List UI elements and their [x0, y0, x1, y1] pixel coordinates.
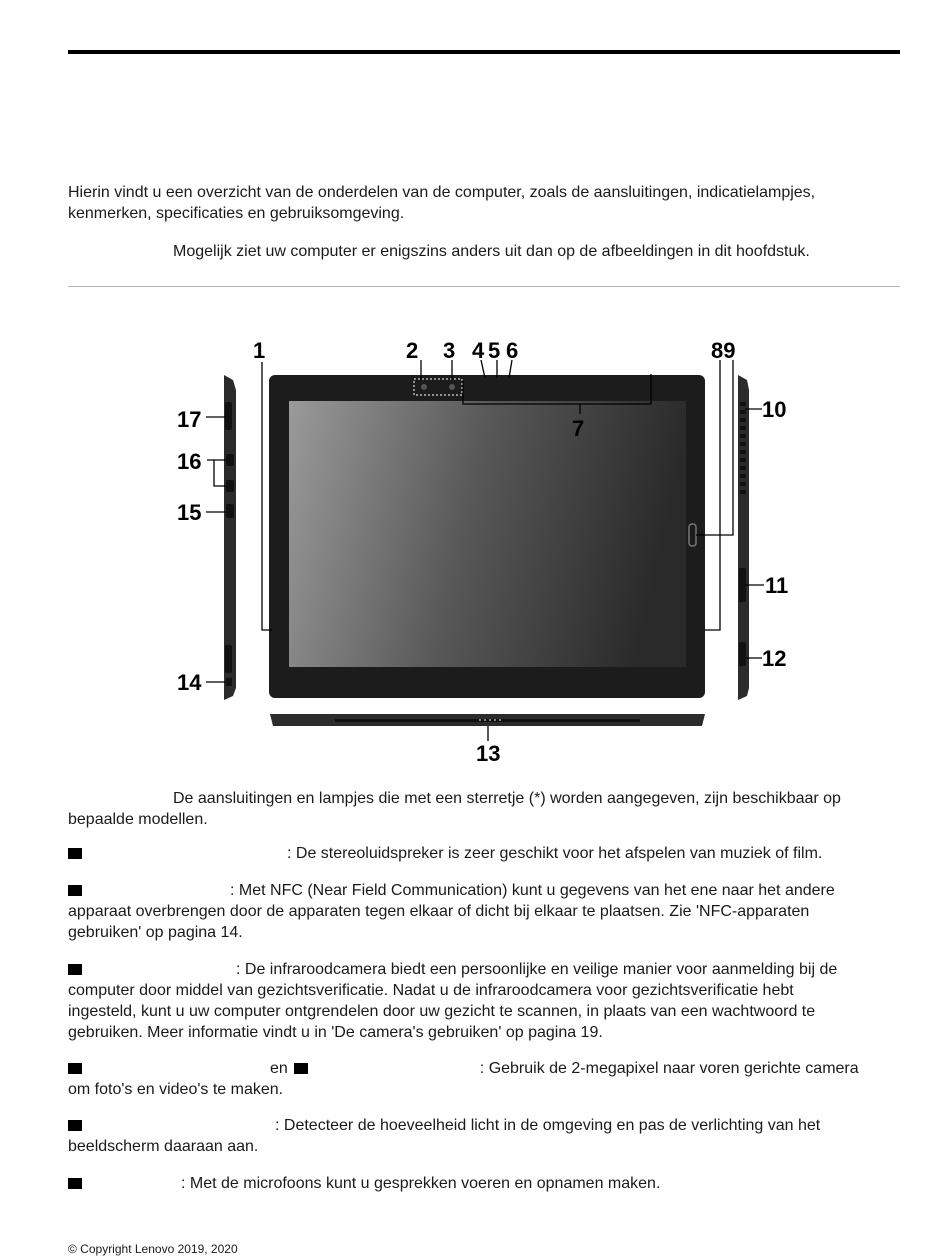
top-rule: [68, 50, 900, 54]
bullet-square-icon: [68, 848, 82, 859]
intro-paragraph: [68, 182, 908, 224]
callout-13: 13: [476, 741, 501, 766]
callout-10: 10: [762, 397, 787, 422]
callout-3: 3: [443, 338, 456, 363]
item-text: : De infraroodcamera biedt een persoonlijke en veilige manier voor aanmelding bij de: [236, 961, 838, 978]
bullet-square-icon: [68, 1178, 82, 1189]
item-front-camera: [68, 1058, 908, 1100]
bullet-square-icon: [68, 964, 82, 975]
security-slot: [226, 678, 232, 686]
usb-c-connector-2: [226, 480, 234, 492]
item-microphones: [68, 1173, 908, 1194]
item-text: apparaat overbrengen door de apparaten tegen elkaar of dicht bij elkaar te plaatsen. Zie 'NFC-apparaten: [68, 903, 810, 920]
callout-16: 16: [177, 449, 202, 474]
item-infrared-camera: [68, 959, 908, 1043]
item-speaker: [68, 843, 908, 864]
availability-note-line: De aansluitingen en lampjes die met een sterretje (*) worden aangegeven, zijn beschikbaar op: [173, 790, 841, 807]
callout-11: 11: [765, 573, 789, 598]
item-light-sensor: [68, 1115, 908, 1157]
intro-line: kenmerken, specificaties en gebruiksomgeving.: [68, 205, 405, 222]
callout-14: 14: [177, 670, 202, 695]
item-text: gebruiken. Meer informatie vindt u in 'De camera's gebruiken' op pagina 19.: [68, 1024, 603, 1041]
item-text: ingesteld, kunt u uw computer ontgrendelen door uw gezicht te scannen, in plaats van een wachtwoord te: [68, 1003, 816, 1020]
item-conjunction: en: [270, 1060, 288, 1077]
item-text: gebruiken' op pagina 14.: [68, 924, 243, 941]
note-text: Mogelijk ziet uw computer er enigszins anders uit dan op de afbeeldingen in dit hoofdstuk.: [173, 243, 810, 260]
volume-rocker: [739, 568, 746, 602]
item-text: computer door middel van gezichtsverificatie. Nadat u de infraroodcamera voor gezichtsverificatie hebt: [68, 982, 794, 999]
bullet-square-icon: [68, 1120, 82, 1131]
item-text: : Met NFC (Near Field Communication) kunt u gegevens van het ene naar het andere: [230, 882, 835, 899]
item-text: : De stereoluidspreker is zeer geschikt voor het afspelen van muziek of film.: [287, 845, 823, 862]
availability-note-line: bepaalde modellen.: [68, 811, 208, 828]
callout-5: 5: [488, 338, 501, 363]
bullet-square-icon: [68, 885, 82, 896]
bullet-square-icon: [294, 1063, 308, 1074]
item-nfc: [68, 880, 908, 943]
screen: [289, 401, 686, 667]
left-side-view: [224, 375, 236, 700]
volume-button: [225, 402, 232, 430]
item-text: : Gebruik de 2-megapixel naar voren gerichte camera: [479, 1060, 859, 1077]
tablet-front: [269, 375, 705, 698]
callout-7: 7: [572, 416, 585, 441]
nano-sim-tray: [225, 645, 232, 673]
camera-icon: [421, 384, 427, 390]
audio-connector: [226, 504, 234, 518]
callout-8-9: 89: [711, 338, 736, 363]
bottom-view: [270, 714, 705, 726]
callout-1: 1: [253, 338, 266, 363]
item-text: : Met de microfoons kunt u gesprekken voeren en opnamen maken.: [181, 1175, 661, 1192]
bullet-square-icon: [68, 1063, 82, 1074]
callout-15: 15: [177, 500, 202, 525]
ir-camera-icon: [449, 384, 455, 390]
section-divider: [68, 286, 900, 287]
item-text: om foto's en video's te maken.: [68, 1081, 284, 1098]
copyright-footer: © Copyright Lenovo 2019, 2020: [68, 1242, 238, 1256]
callout-6: 6: [506, 338, 519, 363]
callout-2: 2: [406, 338, 419, 363]
intro-line: Hierin vindt u een overzicht van de onderdelen van de computer, zoals de aansluitingen, indicatielampjes,: [68, 184, 816, 201]
callout-17: 17: [177, 407, 202, 432]
usb-c-connector-1: [226, 454, 234, 466]
callout-12: 12: [762, 646, 787, 671]
availability-note: [68, 788, 908, 830]
item-text: beeldscherm daaraan aan.: [68, 1138, 259, 1155]
item-text: : Detecteer de hoeveelheid licht in de omgeving en pas de verlichting van het: [275, 1117, 821, 1134]
callout-4: 4: [472, 338, 485, 363]
right-side-view: [738, 375, 749, 700]
device-figure: [0, 330, 950, 770]
power-button: [739, 642, 746, 666]
